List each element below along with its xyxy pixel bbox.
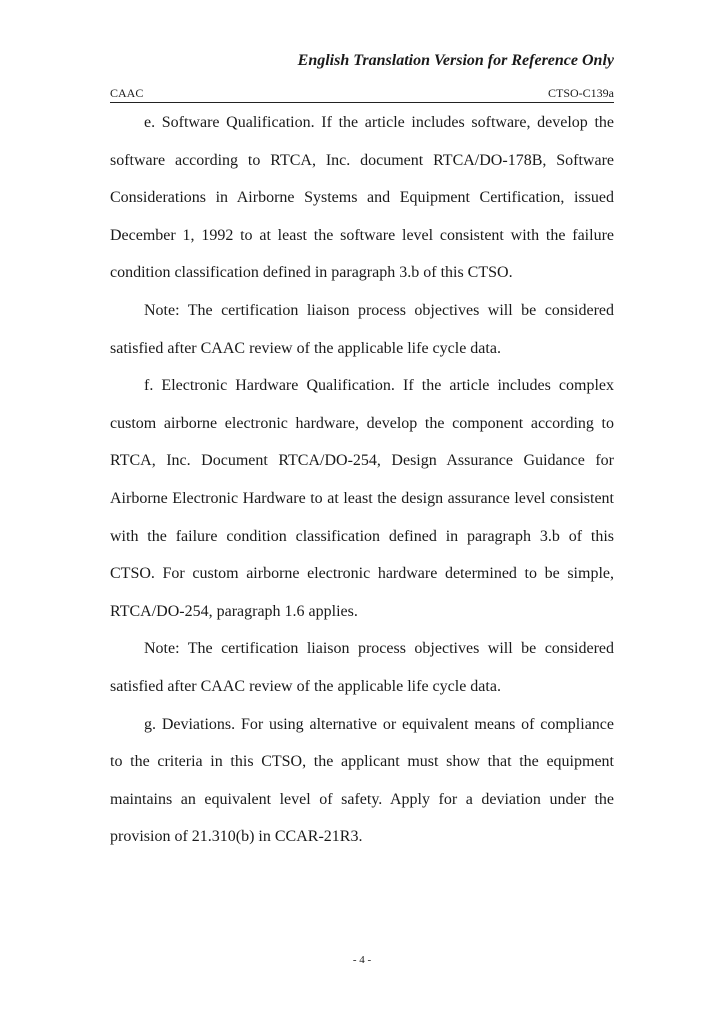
- page-number: - 4 -: [352, 954, 372, 966]
- paragraph-software-qualification: e. Software Qualification. If the article includes software, develop the software according to RTCA, Inc. document RTCA/DO-178B, Software Considerations in Airborne Systems and Equipment Certification, issued December 1, 1992 to at least the software level consistent with the failure condition classification defined in paragraph 3.b of this CTSO.: [110, 114, 614, 282]
- body-text: [110, 104, 614, 856]
- header-org: CAAC: [110, 86, 144, 100]
- paragraph-hardware-qualification: f. Electronic Hardware Qualification. If the article includes complex custom airborne electronic hardware, develop the component according to RTCA, Inc. Document RTCA/DO-254, Design Assurance Guidance for Airborne Electronic Hardware to at least the design assurance level consistent with the failure condition classification defined in paragraph 3.b of this CTSO. For custom airborne electronic hardware determined to be simple, RTCA/DO-254, paragraph 1.6 applies.: [110, 377, 614, 620]
- header-doc-id: CTSO-C139a: [548, 86, 614, 100]
- paragraph-note-1: Note: The certification liaison process objectives will be considered satisfied after CAAC review of the applicable life cycle data.: [110, 301, 614, 357]
- paragraph-deviations: g. Deviations. For using alternative or equivalent means of compliance to the criteria in this CTSO, the applicant must show that the equipment maintains an equivalent level of safety. Apply for a deviation under the provision of 21.310(b) in CCAR-21R3.: [110, 715, 614, 846]
- translation-banner: English Translation Version for Reference Only: [297, 52, 614, 69]
- paragraph-note-2: Note: The certification liaison process objectives will be considered satisfied after CAAC review of the applicable life cycle data.: [110, 640, 614, 695]
- running-header: [110, 86, 614, 103]
